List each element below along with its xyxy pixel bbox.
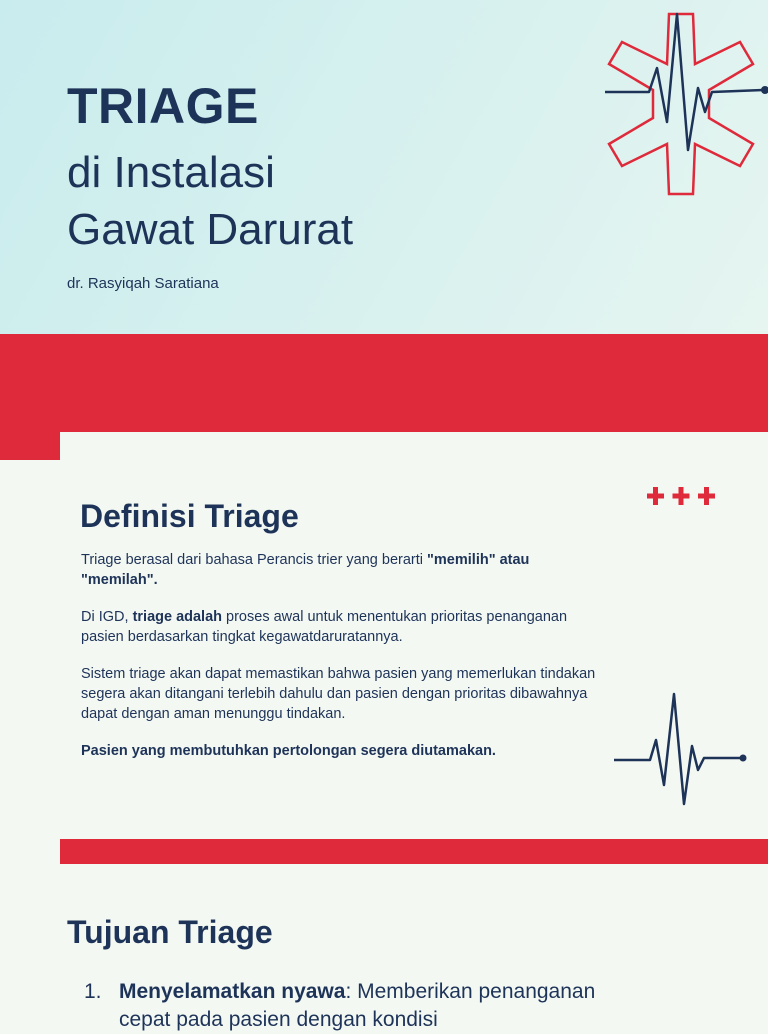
heartbeat-line-icon [612, 690, 752, 810]
red-divider-bar [60, 839, 768, 864]
hero-subtitle-line1: di Instalasi [67, 148, 275, 197]
definisi-paragraph-3: Sistem triage akan dapat memastikan bahwa pasien yang memerlukan tindakan segera akan ditangani terlebih dahulu dan pasien dengan prioritas dibawahnya dapat dengan aman menunggu tindakan. [81, 666, 596, 722]
definisi-p1-text: Triage berasal dari bahasa Perancis trier yang berarti [81, 552, 428, 568]
definisi-paragraph-1 [81, 550, 601, 590]
definisi-p4-bold: Pasien yang membutuhkan pertolongan segera diutamakan. [81, 743, 496, 759]
list-item-bold: Menyelamatkan nyawa [119, 980, 346, 1003]
hero-section [0, 0, 768, 334]
hero-subtitle-line2: Gawat Darurat [67, 205, 354, 254]
red-divider-tab [0, 432, 60, 460]
list-item [84, 978, 644, 1034]
definisi-p1-bold: "memilih" atau "memilah". [81, 552, 530, 588]
star-of-life-heartbeat-icon [585, 12, 768, 196]
red-cross-icon [647, 487, 715, 505]
definisi-p2-bold: triage adalah [132, 609, 223, 625]
list-item-number: 1. [84, 980, 102, 1003]
definisi-p2-post: proses awal untuk menentukan prioritas penanganan pasien berdasarkan tingkat kegawatdaruratannya. [81, 609, 568, 645]
list-item-text: : Memberikan penanganan cepat pada pasien dengan kondisi [119, 980, 596, 1031]
author-name: dr. Rasyiqah Saratiana [67, 275, 219, 292]
definisi-paragraph-2 [81, 607, 601, 647]
definisi-body [81, 550, 601, 778]
definisi-title: Definisi Triage [80, 498, 299, 534]
tujuan-list [84, 978, 644, 1034]
red-divider-band [0, 334, 768, 432]
tujuan-title: Tujuan Triage [67, 914, 273, 950]
hero-title: TRIAGE [67, 78, 259, 134]
definisi-paragraph-4 [81, 741, 601, 761]
definisi-p2-pre: Di IGD, [81, 609, 133, 625]
